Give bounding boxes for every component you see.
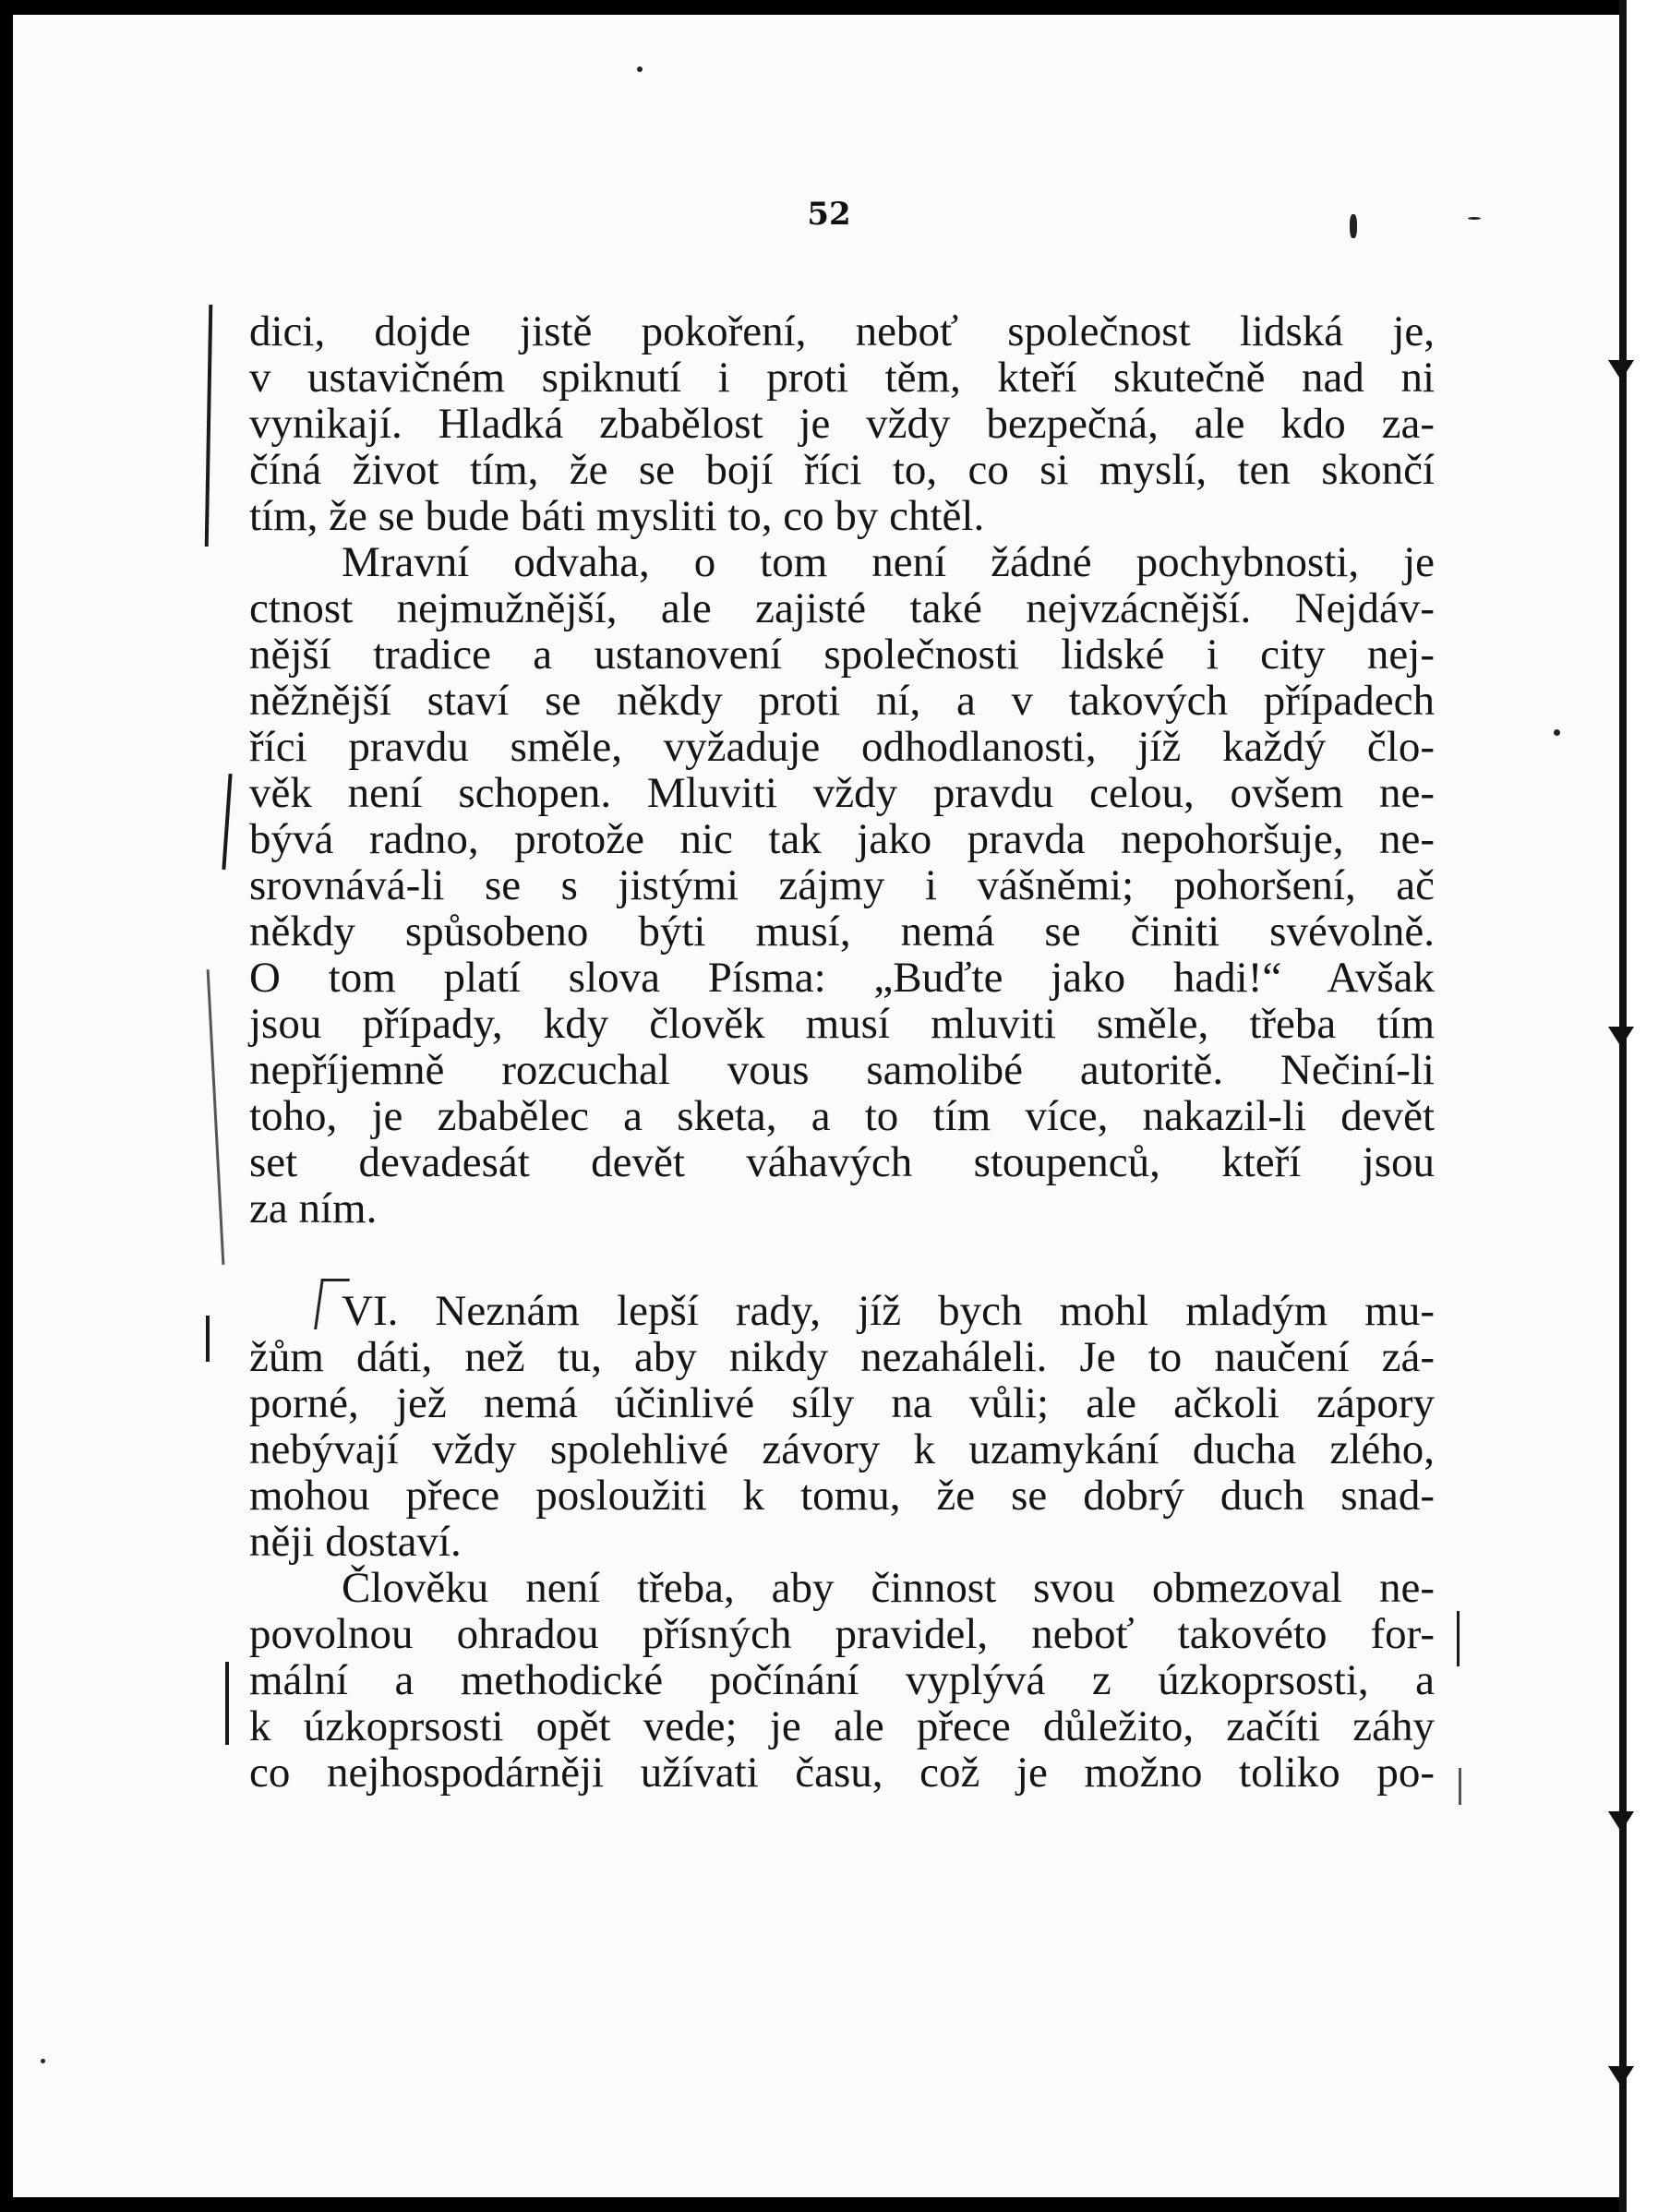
text-line: k úzkoprsosti opět vede; je ale přece důležito, začíti záhy <box>249 1702 1435 1750</box>
text-block-section-vi <box>249 1288 1435 1796</box>
paragraph <box>249 1565 1435 1796</box>
text-block-top <box>249 308 1435 1232</box>
text-line: vynikají. Hladká zbabělost je vždy bezpečná, ale kdo za- <box>249 400 1435 448</box>
text-line: žům dáti, než tu, aby nikdy nezaháleli. Je to naučení zá- <box>249 1333 1435 1381</box>
page-edge-strip <box>1619 0 1658 2212</box>
text-line: Mravní odvaha, o tom není žádné pochybnosti, je <box>342 538 1435 586</box>
text-line: ctnost nejmužnější, ale zajisté také nejvzácnější. Nejdáv- <box>249 584 1435 632</box>
text-line: říci pravdu směle, vyžaduje odhodlanosti, jíž každý člo- <box>249 723 1435 771</box>
text-line: něji dostaví. <box>249 1518 462 1566</box>
edge-mark <box>1608 2066 1634 2086</box>
text-line: tím, že se bude báti mysliti to, co by chtěl. <box>249 492 985 540</box>
text-line: bývá radno, protože nic tak jako pravda nepohoršuje, ne- <box>249 815 1435 863</box>
text-line: co nejhospodárněji užívati času, což je možno toliko po- <box>249 1749 1435 1797</box>
edge-mark <box>1608 360 1634 380</box>
paragraph <box>249 539 1435 1232</box>
text-line: povolnou ohradou přísných pravidel, neboť takovéto for- <box>249 1610 1435 1658</box>
paragraph <box>249 1288 1435 1565</box>
text-line: v ustavičném spiknutí i proti těm, kteří skutečně nad ni <box>249 354 1435 402</box>
text-line: mální a methodické počínání vyplývá z úzkoprsosti, a <box>249 1656 1435 1704</box>
text-line: mohou přece posloužiti k tomu, že se dobrý duch snad- <box>249 1472 1435 1520</box>
text-line: za ním. <box>249 1184 378 1232</box>
scan-speck <box>1554 729 1560 736</box>
margin-pencil-line <box>1459 1768 1461 1805</box>
text-line: set devadesát devět váhavých stoupenců, kteří jsou <box>249 1138 1435 1186</box>
scan-speck <box>637 66 643 72</box>
page-number: 52 <box>807 196 851 233</box>
text-line: věk není schopen. Mluviti vždy pravdu celou, ovšem ne- <box>249 769 1435 817</box>
scan-speck <box>41 2059 45 2063</box>
paragraph <box>249 308 1435 539</box>
edge-mark <box>1608 1027 1634 1047</box>
margin-pencil-line <box>1457 1611 1460 1666</box>
margin-pencil-line <box>225 1662 229 1745</box>
text-line: O tom platí slova Písma: „Buďte jako hadi!“ Avšak <box>249 954 1435 1002</box>
text-line: VI. Neznám lepší rady, jíž bych mohl mladým mu- <box>342 1287 1435 1335</box>
text-line: nepříjemně rozcuchal vous samolibé autoritě. Nečiní-li <box>249 1046 1435 1094</box>
text-line: jsou případy, kdy člověk musí mluviti směle, třeba tím <box>249 1000 1435 1048</box>
text-line: něžnější staví se někdy proti ní, a v takových případech <box>249 677 1435 725</box>
edge-mark <box>1608 1811 1634 1832</box>
text-line: číná život tím, že se bojí říci to, co si myslí, ten skončí <box>249 446 1435 494</box>
text-line: nebývají vždy spolehlivé závory k uzamykání ducha zlého, <box>249 1425 1435 1473</box>
text-line: Člověku není třeba, aby činnost svou obmezoval ne- <box>342 1564 1435 1612</box>
text-line: porné, jež nemá účinlivé síly na vůli; ale ačkoli zápory <box>249 1379 1435 1427</box>
text-line: nější tradice a ustanovení společnosti lidské i city nej- <box>249 631 1435 679</box>
text-line: srovnává-li se s jistými zájmy i vášněmi; pohoršení, ač <box>249 861 1435 909</box>
text-line: někdy spůsobeno býti musí, nemá se činiti svévolně. <box>249 908 1435 956</box>
text-line: toho, je zbabělec a sketa, a to tím více, nakazil-li devět <box>249 1092 1435 1140</box>
margin-pencil-line <box>206 1316 210 1362</box>
text-line: dici, dojde jistě pokoření, neboť společnost lidská je, <box>249 307 1435 355</box>
